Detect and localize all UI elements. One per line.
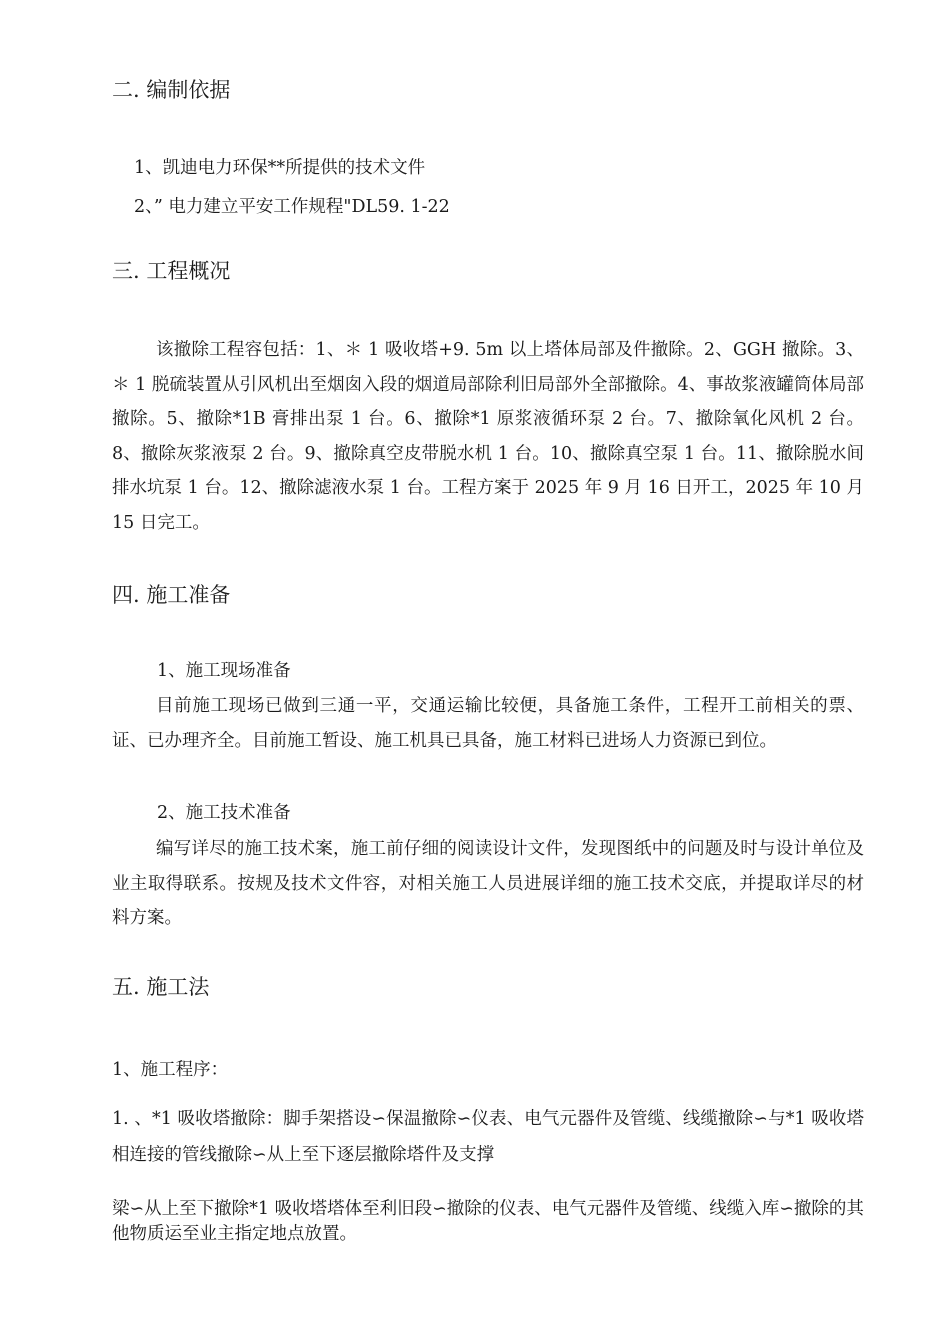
section-heading-method: 五. 施工法 — [112, 975, 210, 999]
overview-paragraph: 该撤除工程容包括：1、＊ 1 吸收塔+9. 5m 以上塔体局部及件撤除。2、GGH 撤除。3、＊ 1 脱硫装置从引风机出至烟囱入段的烟道局部除利旧局部外全部撤除。4、事故浆液罐筒体局部撤除。5、撤除*1B 膏排出泵 1 台。6、撤除*1 原浆液循环泵 2 台。7、撤除氧化风机 2 台。8、撤除灰浆液泵 2 台。9、撤除真空皮带脱水机 1 台。10、撤除真空泵 1 台。11、撤除脱水间排水坑泵 1 台。12、撤除滤液水泵 1 台。工程方案于 2025 年 9 月 16 日开工，2025 年 10 月 15 日完工。 — [112, 340, 864, 533]
method-step-1-continued: 梁∽从上至下撤除*1 吸收塔塔体至利旧段∽撤除的仪表、电气元器件及管缆、线缆入库∽撤除的其他物质运至业主指定地点放置。 — [112, 1199, 864, 1244]
section-heading-overview: 三. 工程概况 — [112, 259, 231, 283]
method-program-title: 1、施工程序： — [112, 1060, 229, 1080]
section-heading-preparation: 四. 施工准备 — [112, 583, 231, 607]
section-heading-basis: 二. 编制依据 — [112, 78, 231, 102]
preparation-site-text: 目前施工现场已做到三通一平，交通运输比较便，具备施工条件，工程开工前相关的票、证、已办理齐全。目前施工暂设、施工机具已具备，施工材料已进场人力资源已到位。 — [112, 696, 864, 751]
basis-item-1: 1、凯迪电力环保**所提供的技术文件 — [134, 158, 426, 178]
preparation-technical-text: 编写详尽的施工技术案，施工前仔细的阅读设计文件，发现图纸中的问题及时与设计单位及业主取得联系。按规及技术文件容，对相关施工人员进展详细的施工技术交底，并提取详尽的材料方案。 — [112, 839, 864, 929]
basis-item-2: 2、” 电力建立平安工作规程"DL59. 1-22 — [134, 197, 450, 217]
method-step-1: 1. 、*1 吸收塔撤除：脚手架搭设∽保温撤除∽仪表、电气元器件及管缆、线缆撤除∽与*1 吸收塔相连接的管线撤除∽从上至下逐层撤除塔件及支撑 — [112, 1109, 864, 1165]
preparation-subheading-technical: 2、施工技术准备 — [157, 803, 291, 823]
preparation-subheading-site: 1、施工现场准备 — [157, 661, 291, 681]
